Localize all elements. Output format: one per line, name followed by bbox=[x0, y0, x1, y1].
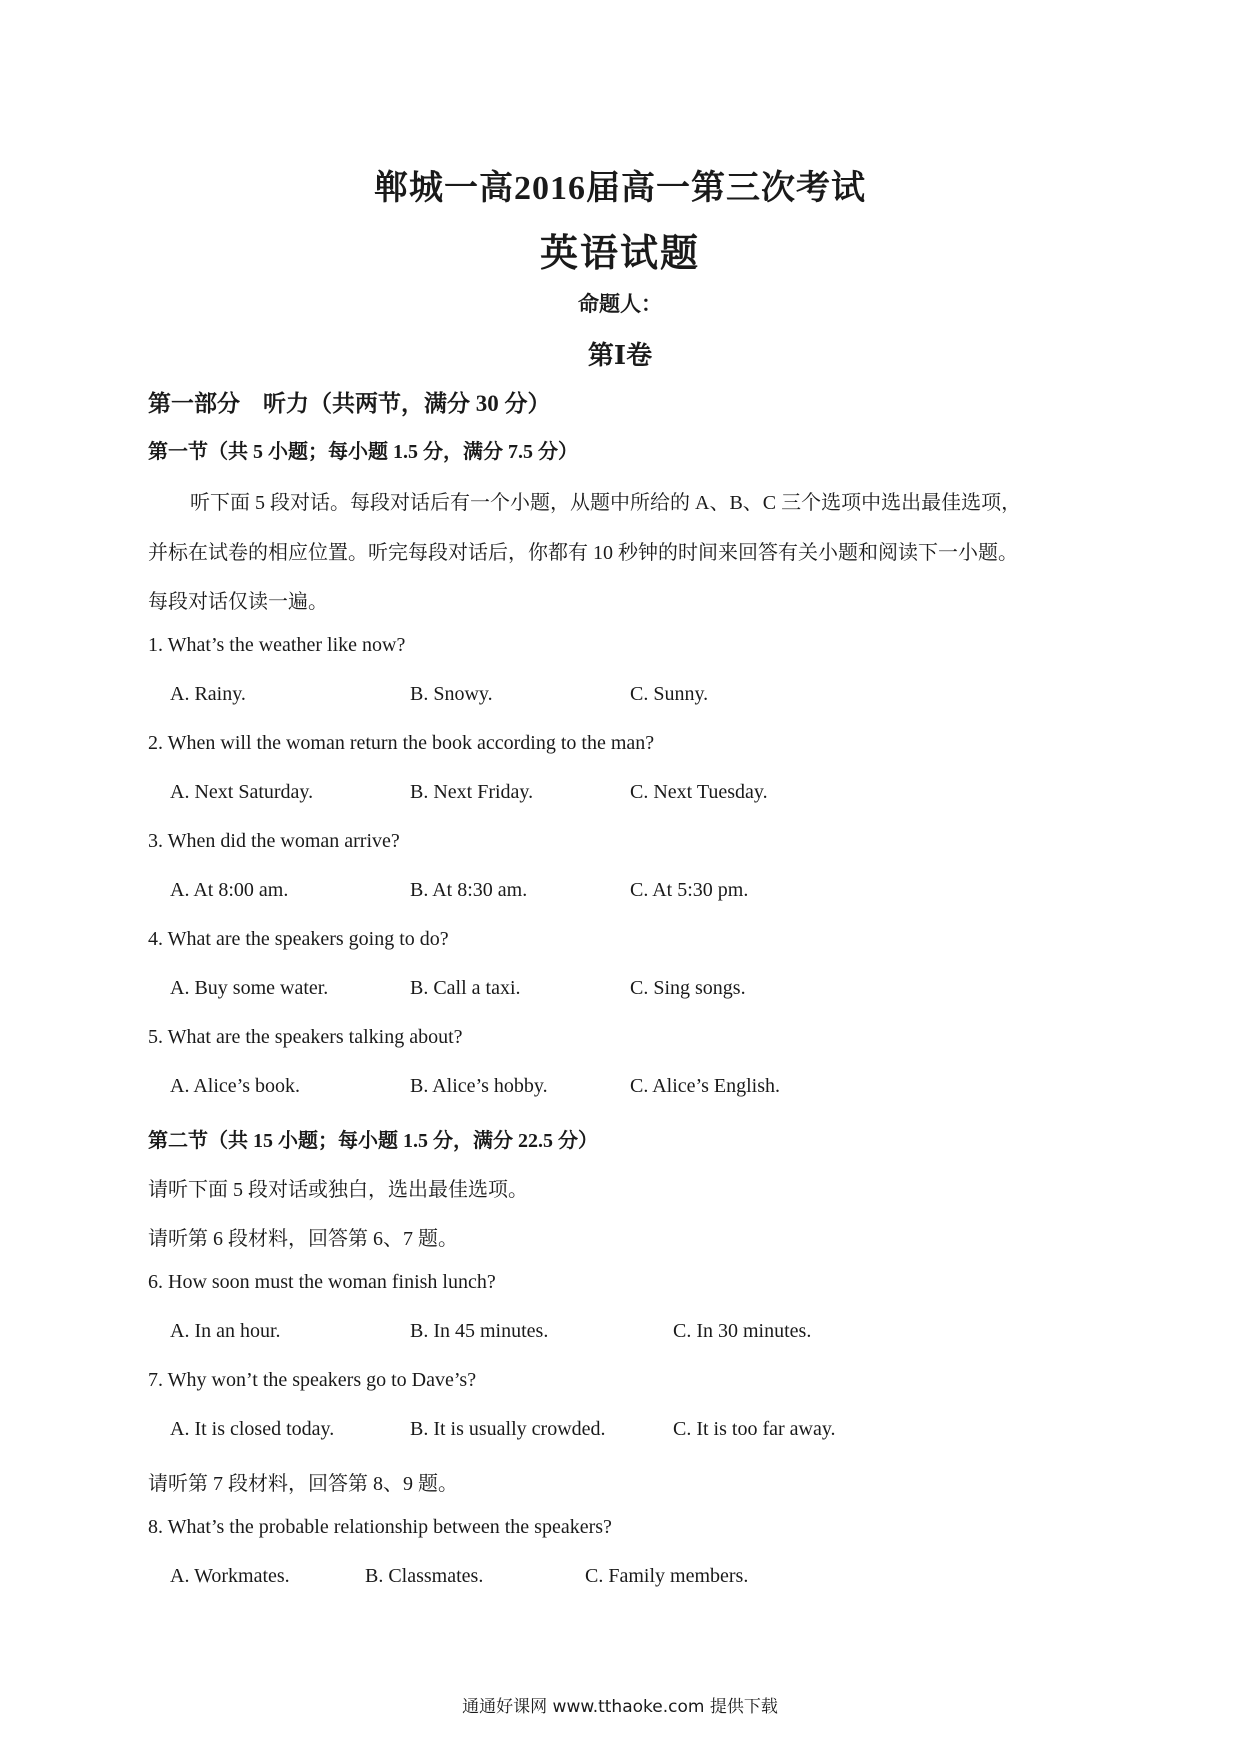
exam-subtitle: 英语试题 bbox=[539, 233, 700, 275]
question-1-option-a: A. Rainy. bbox=[170, 683, 246, 705]
question-4-option-b: B. Call a taxi. bbox=[410, 977, 521, 999]
question-3-option-c: C. At 5:30 pm. bbox=[630, 879, 749, 901]
question-8: 8. What’s the probable relationship between the speakers? bbox=[148, 1516, 612, 1538]
section1-heading: 第一节（共 5 小题；每小题 1.5 分，满分 7.5 分） bbox=[148, 441, 578, 463]
question-2: 2. When will the woman return the book according to the man? bbox=[148, 732, 655, 754]
question-1: 1. What’s the weather like now? bbox=[148, 634, 406, 656]
question-4-option-a: A. Buy some water. bbox=[170, 977, 329, 999]
author-label: 命题人： bbox=[578, 292, 662, 316]
question-8-option-b: B. Classmates. bbox=[365, 1565, 484, 1587]
question-6: 6. How soon must the woman finish lunch? bbox=[148, 1271, 496, 1293]
question-5-option-a: A. Alice’s book. bbox=[170, 1075, 300, 1097]
question-6-option-a: A. In an hour. bbox=[170, 1320, 281, 1342]
section1-instruction-line-2: 并标在试卷的相应位置。听完每段对话后，你都有 10 秒钟的时间来回答有关小题和阅读下一小题。 bbox=[148, 542, 1018, 564]
part1-heading: 第一部分 听力（共两节，满分 30 分） bbox=[148, 391, 551, 416]
section2-material-7: 请听第 7 段材料，回答第 8、9 题。 bbox=[148, 1473, 458, 1495]
section2-instruction: 请听下面 5 段对话或独白，选出最佳选项。 bbox=[148, 1179, 528, 1201]
question-6-option-c: C. In 30 minutes. bbox=[673, 1320, 812, 1342]
question-8-option-c: C. Family members. bbox=[585, 1565, 749, 1587]
question-5-option-b: B. Alice’s hobby. bbox=[410, 1075, 548, 1097]
section1-instruction-line-1: 听下面 5 段对话。每段对话后有一个小题，从题中所给的 A、B、C 三个选项中选出最佳选项， bbox=[190, 492, 1022, 514]
question-1-option-c: C. Sunny. bbox=[630, 683, 709, 705]
question-4: 4. What are the speakers going to do? bbox=[148, 928, 449, 950]
question-3-option-a: A. At 8:00 am. bbox=[170, 879, 289, 901]
question-7-option-a: A. It is closed today. bbox=[170, 1418, 335, 1440]
question-4-option-c: C. Sing songs. bbox=[630, 977, 746, 999]
question-2-option-a: A. Next Saturday. bbox=[170, 781, 314, 803]
question-2-option-c: C. Next Tuesday. bbox=[630, 781, 768, 803]
question-7: 7. Why won’t the speakers go to Dave’s? bbox=[148, 1369, 477, 1391]
exam-title: 郸城一高2016届高一第三次考试 bbox=[374, 170, 866, 207]
question-3-option-b: B. At 8:30 am. bbox=[410, 879, 528, 901]
question-1-option-b: B. Snowy. bbox=[410, 683, 493, 705]
section2-heading: 第二节（共 15 小题；每小题 1.5 分，满分 22.5 分） bbox=[148, 1130, 598, 1152]
footer-download-note: 通通好课网 www.tthaoke.com 提供下载 bbox=[462, 1697, 778, 1717]
question-5: 5. What are the speakers talking about? bbox=[148, 1026, 463, 1048]
question-8-option-a: A. Workmates. bbox=[170, 1565, 290, 1587]
question-7-option-c: C. It is too far away. bbox=[673, 1418, 836, 1440]
section1-instruction-line-3: 每段对话仅读一遍。 bbox=[148, 591, 328, 613]
question-3: 3. When did the woman arrive? bbox=[148, 830, 400, 852]
question-6-option-b: B. In 45 minutes. bbox=[410, 1320, 549, 1342]
question-5-option-c: C. Alice’s English. bbox=[630, 1075, 780, 1097]
question-2-option-b: B. Next Friday. bbox=[410, 781, 534, 803]
question-7-option-b: B. It is usually crowded. bbox=[410, 1418, 606, 1440]
section2-material-6: 请听第 6 段材料，回答第 6、7 题。 bbox=[148, 1228, 458, 1250]
volume-heading: 第Ⅰ卷 bbox=[587, 341, 653, 370]
